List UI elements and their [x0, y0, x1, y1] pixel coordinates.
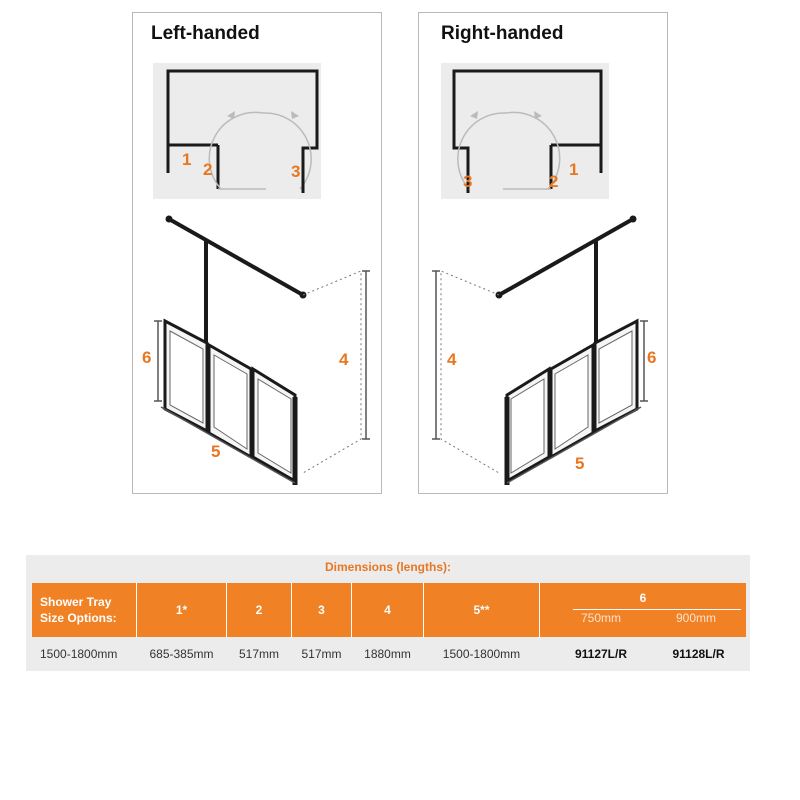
- right-handed-panel: [418, 12, 668, 494]
- right-handed-diagram: [419, 13, 669, 495]
- header-col-6-divider: [573, 609, 741, 610]
- row-col-6-a: 91127L/R: [574, 647, 628, 661]
- left-3d-label-6: 6: [142, 348, 152, 367]
- right-3d-label-4: 4: [447, 350, 457, 369]
- right-plan-label-1: 1: [569, 160, 579, 179]
- row-col-4: 1880mm: [364, 647, 411, 661]
- right-plan-label-2: 2: [549, 172, 559, 191]
- row-col-3: 517mm: [301, 647, 342, 661]
- right-3d-label-5: 5: [575, 454, 585, 473]
- header-col-1: 1*: [137, 583, 226, 637]
- right-plan-label-3: 3: [463, 172, 473, 191]
- header-col-6: [540, 583, 746, 637]
- left-3d-label-4: 4: [339, 350, 349, 369]
- right-3d-label-6: 6: [647, 348, 657, 367]
- header-col-2: 2: [227, 583, 291, 637]
- header-col-4: 4: [352, 583, 423, 637]
- table-title: Dimensions (lengths):: [324, 560, 451, 574]
- left-plan-label-3: 3: [291, 162, 301, 181]
- left-handed-panel: [132, 12, 382, 494]
- left-plan-view: [153, 63, 321, 199]
- row-col-1: 685-385mm: [149, 647, 214, 661]
- left-plan-label-1: 1: [182, 150, 192, 169]
- row-size: 1500-1800mm: [40, 647, 118, 661]
- header-col-6-sub-b: 900mm: [675, 611, 716, 625]
- left-handed-diagram: [133, 13, 383, 495]
- left-3d-label-5: 5: [211, 442, 221, 461]
- row-col-5: 1500-1800mm: [442, 647, 521, 661]
- header-size-options: Shower Tray Size Options:: [32, 583, 136, 637]
- right-handed-title: Right-handed: [441, 23, 564, 44]
- header-col-6-label: 6: [639, 591, 647, 605]
- right-diagram-shapes: [432, 63, 648, 485]
- dimensions-table: [26, 555, 750, 671]
- header-col-5: 5**: [424, 583, 539, 637]
- header-col-3: 3: [292, 583, 351, 637]
- header-col-6-sub-a: 750mm: [580, 611, 621, 625]
- row-col-2: 517mm: [238, 647, 279, 661]
- left-handed-title: Left-handed: [151, 23, 260, 44]
- row-col-6-b: 91128L/R: [672, 647, 725, 661]
- left-3d-view: [154, 216, 370, 485]
- left-plan-label-2: 2: [203, 160, 213, 179]
